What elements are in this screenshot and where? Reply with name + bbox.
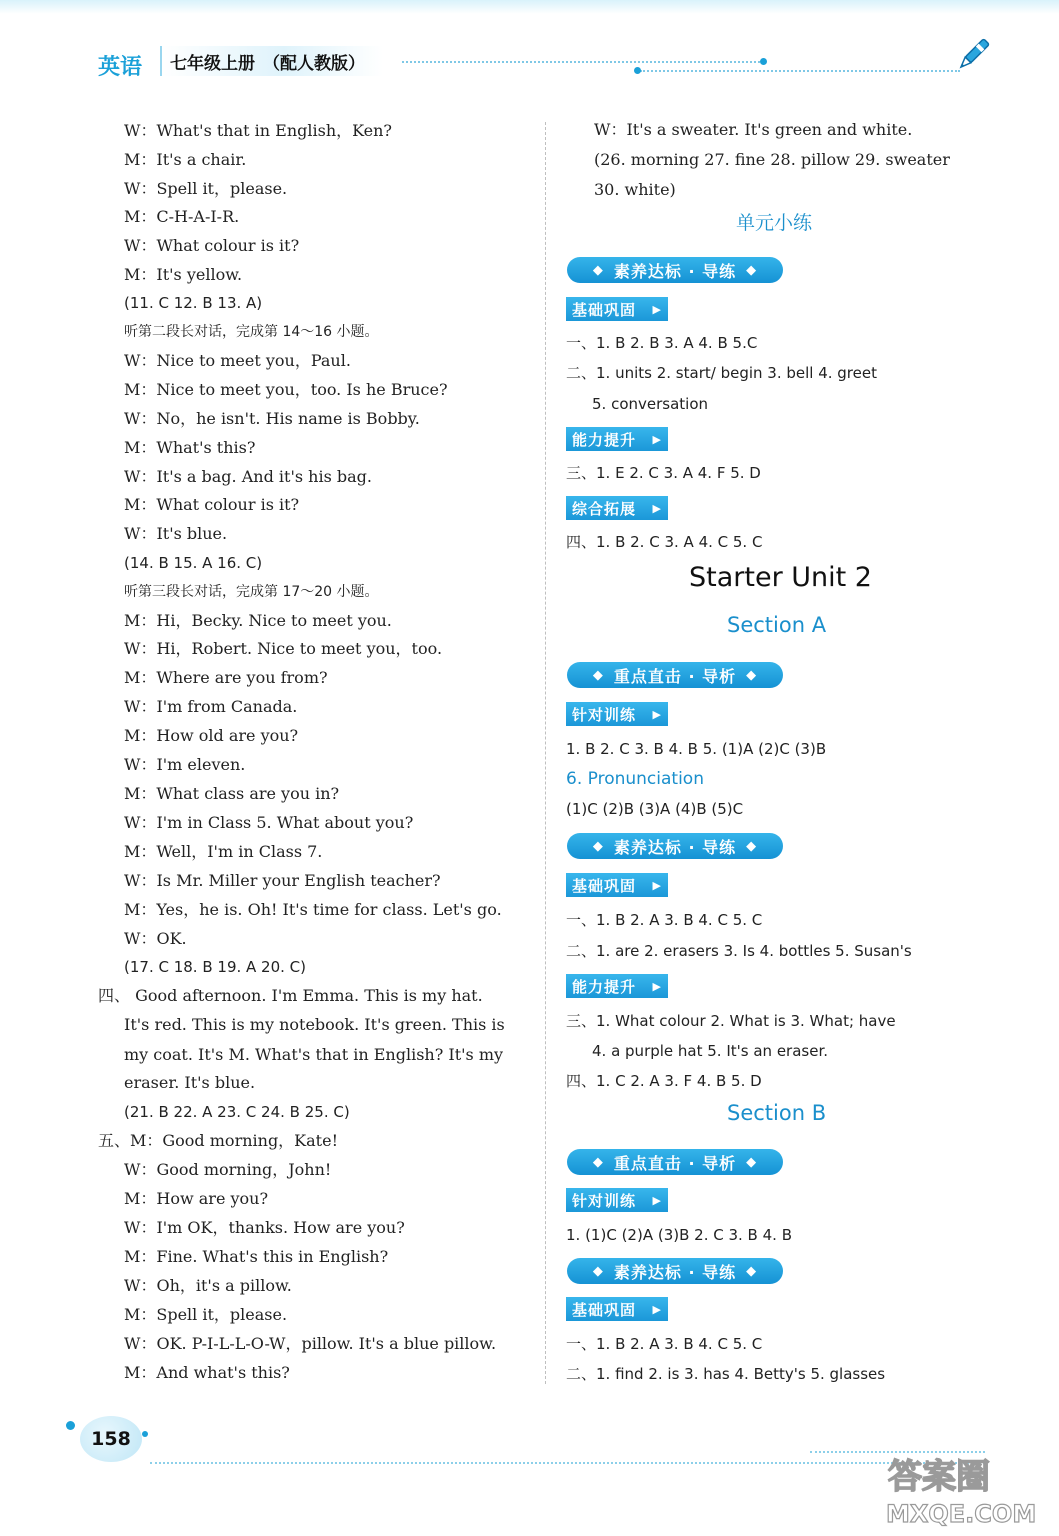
diamond-icon: ◆: [746, 838, 758, 854]
watermark-url: MXQE.COM: [886, 1500, 1037, 1528]
dialogue-line: W：It's a sweater. It's green and white.: [594, 120, 913, 139]
dialogue-line: M：And what's this?: [124, 1363, 290, 1382]
dialogue-line: M：Well，I'm in Class 7.: [124, 842, 323, 861]
unit-heading: Starter Unit 2: [689, 562, 872, 593]
dialogue-line: It's red. This is my notebook. It's green. This is: [124, 1015, 505, 1034]
footer-dot: [142, 1431, 148, 1437]
answer-line: 1. B 2. C 3. B 4. B 5. (1)A (2)C (3)B: [566, 740, 827, 758]
dialogue-line: W：What's that in English，Ken?: [124, 121, 393, 140]
dialogue-line: M：Fine. What's this in English?: [124, 1247, 389, 1266]
tag-nengli: [566, 974, 668, 998]
tag-jichu: [566, 1297, 668, 1321]
dialogue-line: W：I'm from Canada.: [124, 697, 298, 716]
header-dot: [760, 58, 767, 65]
arrow-right-icon: ▶: [652, 432, 662, 446]
dialogue-line: W：Spell it，please.: [124, 179, 288, 198]
arrow-right-icon: ▶: [652, 1302, 662, 1316]
dialogue-line: 四、 Good afternoon. I'm Emma. This is my hat.: [98, 986, 483, 1005]
instruction-line: 听第三段长对话，完成第 17～20 小题。: [124, 584, 379, 600]
dialogue-line: eraser. It's blue.: [124, 1073, 256, 1092]
dialogue-line: M：Nice to meet you，too. Is he Bruce?: [124, 380, 448, 399]
answer-line: 四、1. B 2. C 3. A 4. C 5. C: [566, 533, 763, 551]
footer-dot: [66, 1421, 75, 1430]
answer-line: 二、1. units 2. start/ begin 3. bell 4. greet: [566, 364, 877, 382]
header-top-band: [0, 0, 1059, 14]
tag-jichu: [566, 297, 668, 321]
dialogue-line: M：Yes，he is. Oh! It's time for class. Let's go.: [124, 900, 502, 919]
dialogue-line: M：Where are you from?: [124, 668, 328, 687]
tag-label: 能力提升: [572, 977, 637, 996]
tag-label: 基础巩固: [572, 876, 637, 895]
grade-label: 七年级上册: [170, 53, 255, 74]
diamond-icon: ◆: [746, 1154, 758, 1170]
banner-label: 素养达标 · 导练: [613, 837, 737, 857]
dialogue-line: W：Is Mr. Miller your English teacher?: [124, 871, 441, 890]
dialogue-line: W：It's a bag. And it's his bag.: [124, 467, 372, 486]
answer-line: 一、1. B 2. A 3. B 4. C 5. C: [566, 1335, 763, 1353]
answer-line: (21. B 22. A 23. C 24. B 25. C): [124, 1103, 350, 1121]
arrow-right-icon: ▶: [652, 1193, 662, 1207]
dialogue-line: W：It's blue.: [124, 524, 228, 543]
banner-suyang: [567, 257, 783, 283]
dialogue-line: W：Good morning，John!: [124, 1160, 332, 1179]
tag-label: 基础巩固: [572, 300, 637, 319]
tag-label: 基础巩固: [572, 1300, 637, 1319]
diamond-icon: ◆: [592, 1154, 604, 1170]
answer-line: (11. C 12. B 13. A): [124, 294, 263, 312]
dialogue-line: W：I'm eleven.: [124, 755, 246, 774]
dialogue-line: W：Nice to meet you，Paul.: [124, 351, 351, 370]
dialogue-line: M：Hi，Becky. Nice to meet you.: [124, 611, 392, 630]
grade-label-box: [160, 46, 383, 76]
arrow-right-icon: ▶: [652, 302, 662, 316]
answer-line: 6. Pronunciation: [566, 769, 704, 789]
section-b-heading: Section B: [727, 1101, 827, 1125]
dialogue-line: 五、M：Good morning，Kate!: [98, 1131, 339, 1150]
dialogue-line: M：What's this?: [124, 438, 256, 457]
banner-label: 素养达标 · 导练: [613, 261, 737, 281]
tag-label: 针对训练: [572, 1191, 637, 1210]
tag-label: 综合拓展: [572, 499, 637, 518]
dialogue-line: W：I'm in Class 5. What about you?: [124, 813, 414, 832]
dialogue-line: M：Spell it，please.: [124, 1305, 288, 1324]
dialogue-line: M：C-H-A-I-R.: [124, 207, 240, 226]
diamond-icon: ◆: [746, 667, 758, 683]
column-divider: [545, 122, 546, 1384]
pen-icon: [952, 34, 994, 76]
dialogue-line: M：It's a chair.: [124, 150, 247, 169]
dialogue-line: M：What colour is it?: [124, 495, 300, 514]
page-number: 158: [80, 1416, 142, 1462]
arrow-right-icon: ▶: [652, 707, 662, 721]
dialogue-line: W：What colour is it?: [124, 236, 300, 255]
diamond-icon: ◆: [592, 262, 604, 278]
answer-line: 二、1. find 2. is 3. has 4. Betty's 5. glasses: [566, 1365, 886, 1383]
diamond-icon: ◆: [746, 1263, 758, 1279]
subject-title: 英语: [98, 55, 143, 80]
dialogue-line: W：Oh，it's a pillow.: [124, 1276, 292, 1295]
dialogue-line: W：No，he isn't. His name is Bobby.: [124, 409, 420, 428]
dialogue-line: M：How are you?: [124, 1189, 269, 1208]
banner-label: 素养达标 · 导练: [613, 1262, 737, 1282]
tag-jichu: [566, 873, 668, 897]
header-dotted-line-2: [640, 70, 960, 72]
watermark-logo: [882, 1448, 1052, 1528]
answer-line: (14. B 15. A 16. C): [124, 554, 263, 572]
answer-line: 一、1. B 2. B 3. A 4. B 5.C: [566, 334, 758, 352]
section-a-heading: Section A: [727, 613, 827, 637]
unit-review-heading: 单元小练: [736, 212, 813, 234]
banner-label: 重点直击 · 导析: [613, 1153, 737, 1173]
answer-line: (17. C 18. B 19. A 20. C): [124, 958, 306, 976]
dialogue-line: W：I'm OK，thanks. How are you?: [124, 1218, 405, 1237]
diamond-icon: ◆: [746, 262, 758, 278]
arrow-right-icon: ▶: [652, 501, 662, 515]
answer-line: 30. white): [594, 180, 676, 199]
tag-zhendui: [566, 702, 668, 726]
tag-label: 能力提升: [572, 430, 637, 449]
tag-zhendui: [566, 1188, 668, 1212]
dialogue-line: M：What class are you in?: [124, 784, 340, 803]
header-dot-2: [634, 67, 641, 74]
arrow-right-icon: ▶: [652, 979, 662, 993]
banner-zhongdian: [567, 662, 783, 688]
answer-line: (26. morning 27. fine 28. pillow 29. sweater: [594, 150, 950, 169]
edition-label: （配人教版）: [263, 53, 365, 74]
answer-line: 5. conversation: [592, 395, 709, 413]
answer-line: 三、1. What colour 2. What is 3. What; have: [566, 1012, 896, 1030]
answer-line: 4. a purple hat 5. It's an eraser.: [592, 1042, 829, 1060]
tag-nengli: [566, 427, 668, 451]
header-dotted-line: [402, 61, 764, 63]
diamond-icon: ◆: [592, 838, 604, 854]
banner-label: 重点直击 · 导析: [613, 666, 737, 686]
banner-suyang: [567, 1258, 783, 1284]
answer-line: 1. (1)C (2)A (3)B 2. C 3. B 4. B: [566, 1226, 792, 1244]
banner-zhongdian: [567, 1149, 783, 1175]
arrow-right-icon: ▶: [652, 878, 662, 892]
dialogue-line: W：OK. P-I-L-L-O-W，pillow. It's a blue pillow.: [124, 1334, 497, 1353]
dialogue-line: my coat. It's M. What's that in English? It's my: [124, 1045, 504, 1064]
dialogue-line: W：OK.: [124, 929, 187, 948]
answer-line: 一、1. B 2. A 3. B 4. C 5. C: [566, 911, 763, 929]
tag-label: 针对训练: [572, 705, 637, 724]
banner-suyang: [567, 833, 783, 859]
watermark-text: 答案圈: [888, 1457, 990, 1497]
diamond-icon: ◆: [592, 1263, 604, 1279]
answer-line: 三、1. E 2. C 3. A 4. F 5. D: [566, 464, 761, 482]
dialogue-line: M：It's yellow.: [124, 265, 243, 284]
footer-dotted-line: [150, 1462, 985, 1464]
answer-line: 二、1. are 2. erasers 3. Is 4. bottles 5. Susan's: [566, 942, 912, 960]
dialogue-line: W：Hi，Robert. Nice to meet you，too.: [124, 639, 443, 658]
answer-line: 四、1. C 2. A 3. F 4. B 5. D: [566, 1072, 762, 1090]
diamond-icon: ◆: [592, 667, 604, 683]
answer-line: (1)C (2)B (3)A (4)B (5)C: [566, 800, 744, 818]
instruction-line: 听第二段长对话，完成第 14～16 小题。: [124, 324, 379, 340]
tag-zonghe: [566, 496, 668, 520]
dialogue-line: M：How old are you?: [124, 726, 299, 745]
